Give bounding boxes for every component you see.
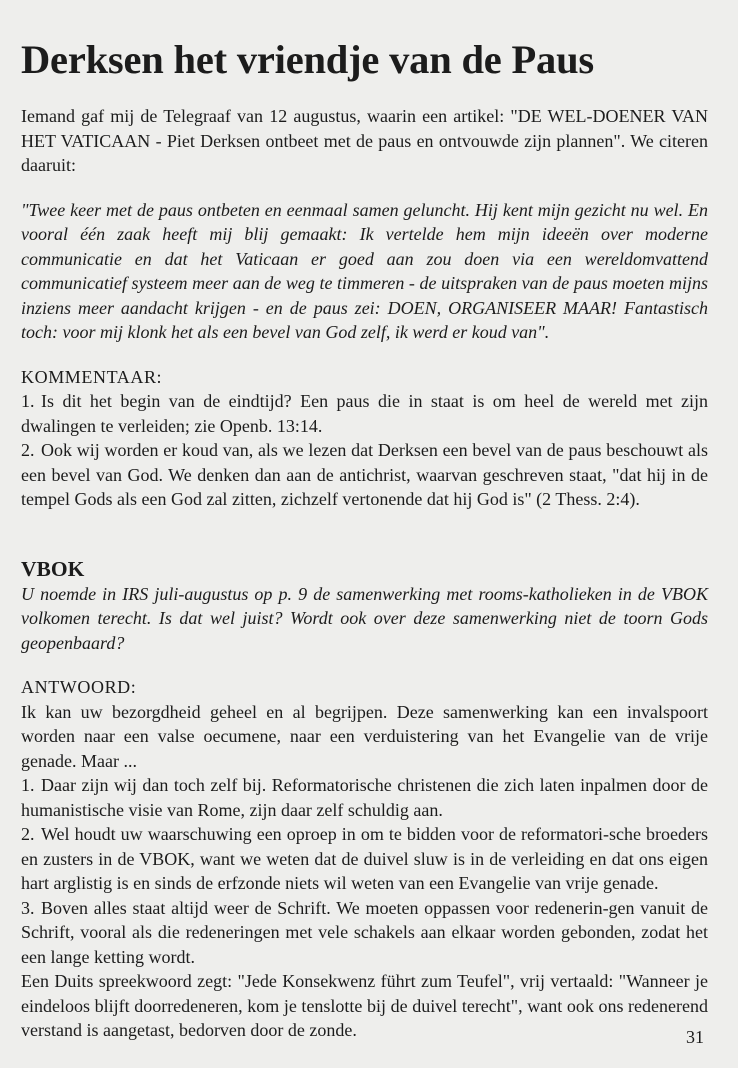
kommentaar-item: 2. Ook wij worden er koud van, als we lezen dat Derksen een bevel van de paus beschouwt als een bevel van God. We denken dan aan de antichrist, waarvan geschreven staat, "dat hij in de tempel Gods als een God zal zitten, zichzelf vertonende dat hij God is" (2 Thess. 2:4).: [21, 440, 708, 509]
closing-paragraph: Een Duits spreekwoord zegt: "Jede Konsekwenz führt zum Teufel", vrij vertaald: "Wanneer je eindeloos blijft doorredeneren, kom je tenslotte bij de duivel terecht", want ook ons redenerend verstand is aangetast, bedorven door de zonde.: [21, 971, 708, 1040]
page-title: Derksen het vriendje van de Paus: [21, 37, 594, 82]
vbok-heading: VBOK: [21, 556, 85, 581]
antwoord-item: 3. Boven alles staat altijd weer de Schrift. We moeten oppassen voor redenerin-gen vanuit de Schrift, vooral als die redeneringen met vele schakels aan elkaar worden gebonden, zodat het een lange ketting wordt.: [21, 897, 708, 967]
kommentaar-section: [21, 365, 708, 512]
antwoord-label: ANTWOORD:: [21, 677, 137, 697]
kommentaar-item: 1. Is dit het begin van de eindtijd? Een paus die in staat is om heel de wereld met zijn dwalingen te verleiden; zie Openb. 13:14.: [21, 391, 708, 436]
antwoord-section: [21, 675, 708, 1043]
antwoord-item: 2. Wel houdt uw waarschuwing een oproep in om te bidden voor de reformatori-sche broeders en zusters in de VBOK, want we weten dat de duivel sluw is in de verleiding en dat ons eigen hart arglistig is en sinds de erfzonde niets wil weten van een Evangelie van vrije genade.: [21, 824, 708, 893]
quote-paragraph: "Twee keer met de paus ontbeten en eenmaal samen geluncht. Hij kent mijn gezicht nu wel. En vooral één zaak heeft mij blij gemaakt: Ik vertelde hem mijn ideeën over moderne communicatie en dat het Vaticaan er goed aan zou doen via een wereldomvattend communicatief systeem meer aan de weg te timmeren - de uitspraken van de paus moeten mijns inziens meer aandacht krijgen - en de paus zei: DOEN, ORGANISEER MAAR! Fantastisch toch: voor mij klonk het als een bevel van God zelf, ik werd er koud van".: [21, 199, 708, 342]
intro-paragraph: Iemand gaf mij de Telegraaf van 12 augustus, waarin een artikel: "DE WEL-DOENER VAN HET VATICAAN - Piet Derksen ontbeet met de paus en ontvouwde zijn plannen". We citeren daaruit:: [21, 106, 708, 175]
page-number: 31: [686, 1027, 704, 1047]
antwoord-intro: Ik kan uw bezorgdheid geheel en al begrijpen. Deze samenwerking kan een invalspoort worden naar een valse oecumene, naar een verduistering van het Evangelie van de vrije genade. Maar ...: [21, 701, 708, 771]
vbok-question: U noemde in IRS juli-augustus op p. 9 de samenwerking met rooms-katholieken in de VBOK volkomen terecht. Is dat wel juist? Wordt ook over deze samenwerking niet de toorn Gods geopenbaard?: [21, 583, 708, 653]
kommentaar-label: KOMMENTAAR:: [21, 366, 163, 387]
antwoord-item: 1. Daar zijn wij dan toch zelf bij. Reformatorische christenen die zich laten inpalmen door de humanistische visie van Rome, zijn daar zelf schuldig aan.: [21, 775, 708, 820]
